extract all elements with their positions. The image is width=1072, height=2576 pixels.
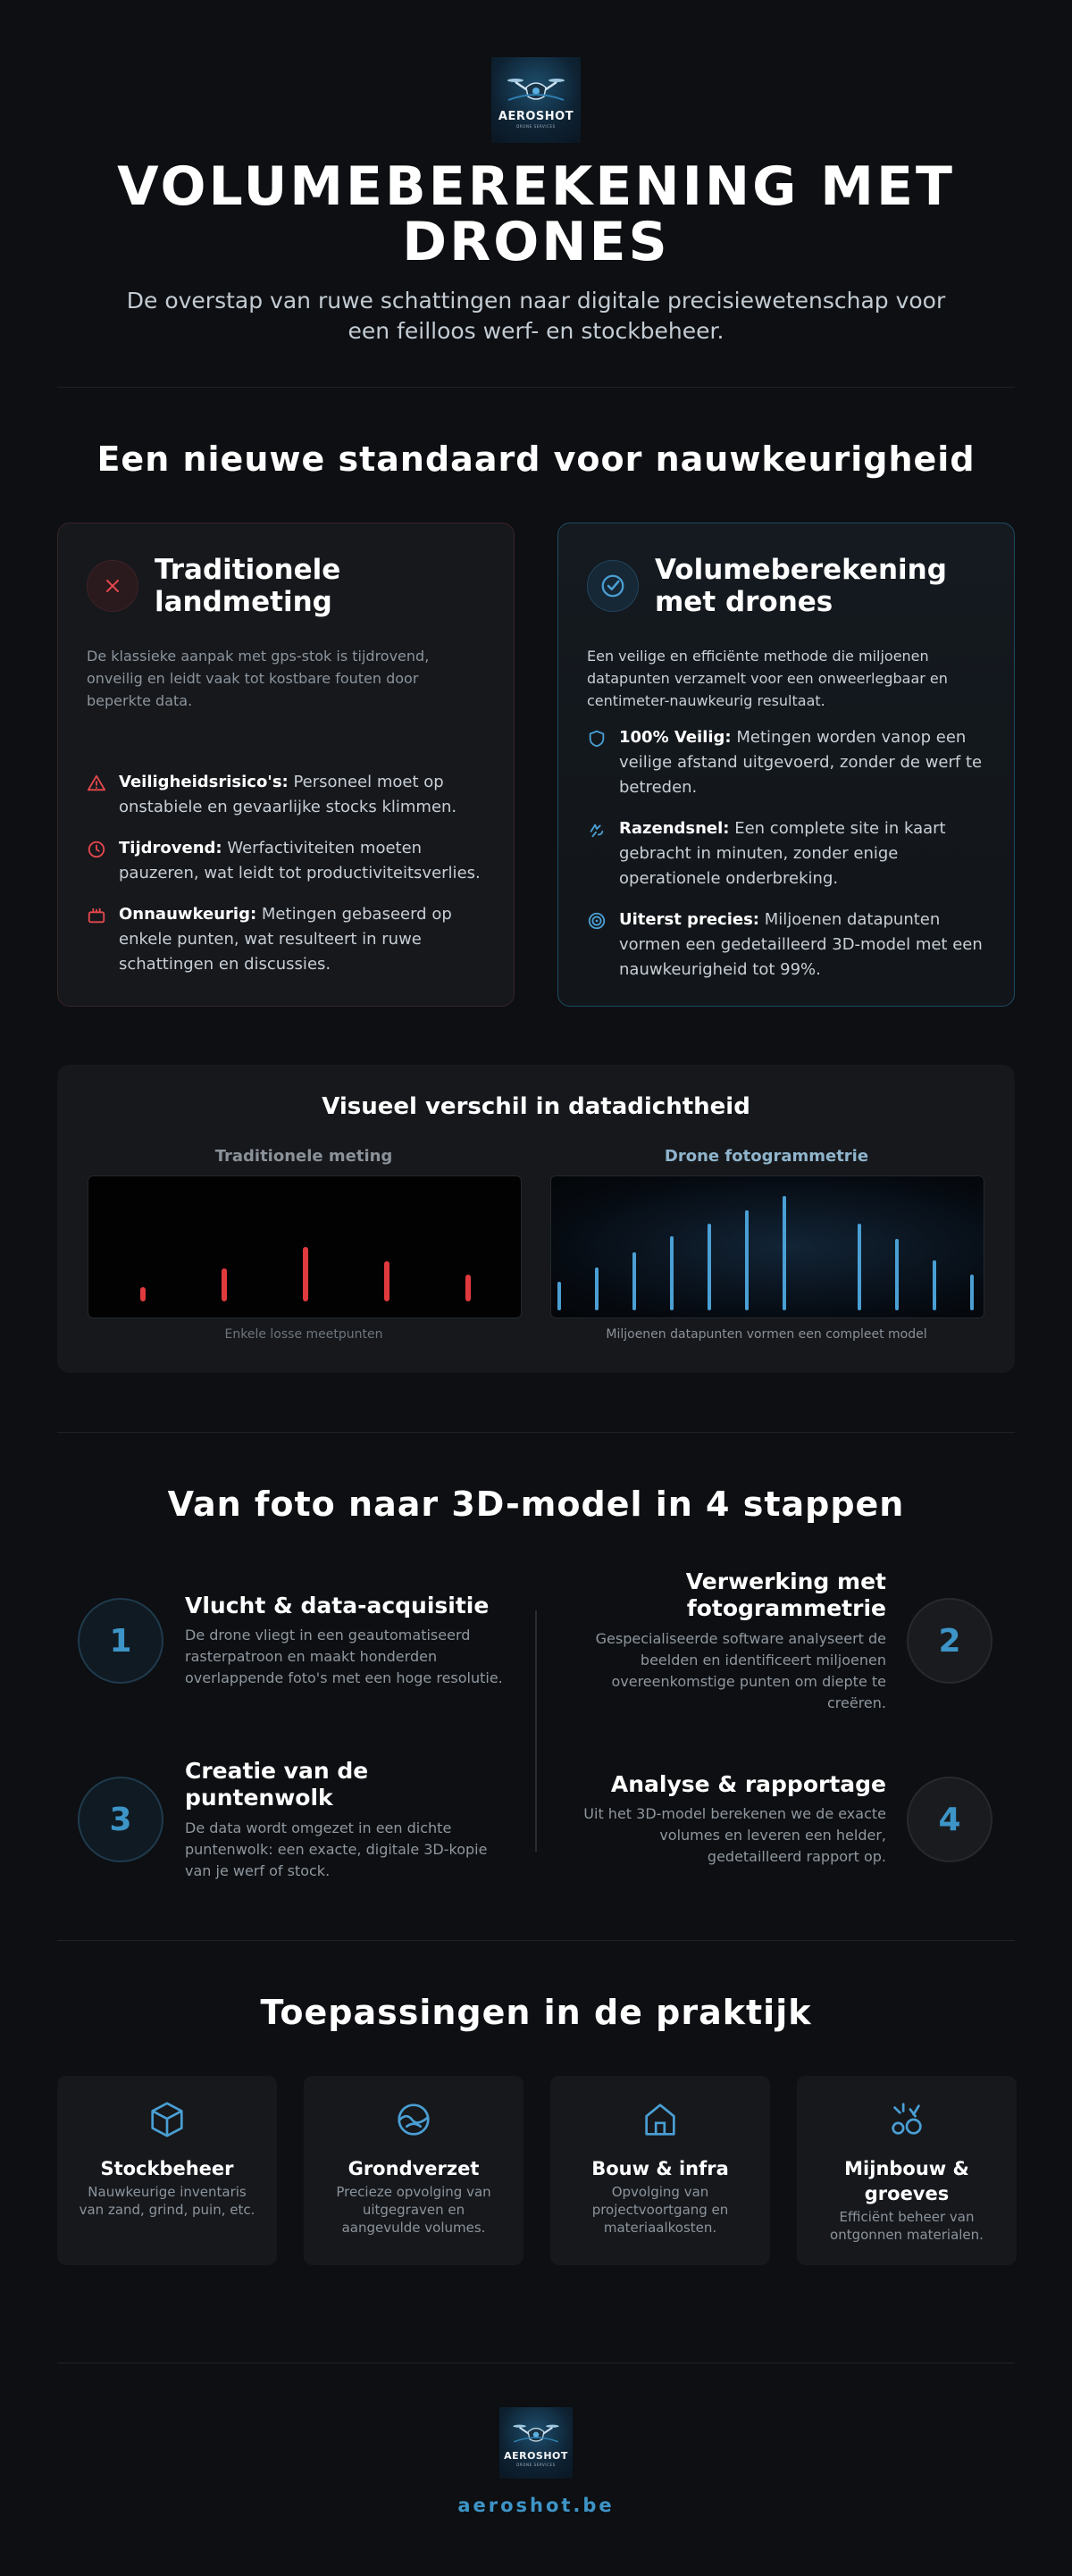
feature-text: Miljoenen datapunten vormen een gedetailleerd 3D-model met een nauwkeurigheid tot 99%. [619, 910, 983, 979]
steps-timeline-line [535, 1610, 537, 1852]
house-icon [550, 2099, 770, 2140]
step-number-1: 1 [78, 1598, 163, 1684]
step-title: Analyse & rapportage [610, 1771, 886, 1797]
application-description: Efficiënt beheer van ontgonnen materialen. [830, 2209, 984, 2243]
drone-title: Volumeberekening met drones [655, 554, 947, 618]
feature-label: Onnauwkeurig: [119, 905, 257, 924]
data-density-panel [57, 1065, 1015, 1373]
traditional-density-caption: Enkele losse meetpunten [224, 1327, 383, 1342]
application-description: Opvolging van projectvoortgang en materiaalkosten. [591, 2184, 729, 2236]
step-number-2: 2 [907, 1598, 992, 1684]
clock-icon [87, 836, 106, 886]
step-number-3: 3 [78, 1777, 163, 1862]
close-icon [87, 560, 138, 612]
footer-logo [499, 2407, 573, 2479]
speed-icon [587, 816, 607, 891]
feature-item [587, 816, 985, 891]
mining-icon [797, 2099, 1017, 2140]
drone-logo-icon [511, 2419, 561, 2449]
target-icon [587, 907, 607, 983]
traditional-title: Traditionele landmeting [155, 554, 341, 618]
feature-label: 100% Veilig: [619, 728, 732, 747]
density-title: Visueel verschil in datadichtheid [322, 1093, 750, 1120]
feature-label: Razendsnel: [619, 819, 730, 838]
warning-icon [87, 770, 106, 820]
aeroshot-logo [491, 57, 581, 143]
traditional-points-visual [88, 1175, 522, 1318]
feature-item [87, 836, 485, 886]
step-description: Gespecialiseerde software analyseert de beelden en identificeert miljoenen overeenkomstige punten om diepte te creëren. [595, 1630, 886, 1711]
page-subtitle: De overstap van ruwe schattingen naar digitale precisiewetenschap voor een feilloos werf- en stockbeheer. [126, 288, 946, 344]
step-description: De data wordt omgezet in een dichte puntenwolk: een exacte, digitale 3D-kopie van je werf of stock. [185, 1819, 488, 1879]
feature-label: Tijdrovend: [119, 839, 222, 857]
application-title: Mijnbouw & groeves [844, 2158, 969, 2204]
application-title: Grondverzet [348, 2158, 480, 2179]
drone-density-label: Drone fotogrammetrie [664, 1147, 869, 1166]
logo-wordmark: AEROSHOT [498, 110, 574, 123]
application-description: Precieze opvolging van uitgegraven en aangevulde volumes. [336, 2184, 491, 2236]
step-title: Creatie van de puntenwolk [185, 1758, 369, 1811]
page-title: VOLUMEBEREKENING MET DRONES [117, 155, 955, 273]
steps-section-title: Van foto naar 3D-model in 4 stappen [167, 1485, 905, 1524]
step-title: Vlucht & data-acquisitie [185, 1593, 490, 1618]
applications-section-title: Toepassingen in de praktijk [260, 1993, 812, 2032]
traditional-card [57, 523, 515, 1007]
dense-points-graphic [551, 1176, 984, 1318]
website-link[interactable]: aeroshot.be [457, 2495, 615, 2516]
feature-text: Personeel moet op onstabiele en gevaarlijke stocks klimmen. [119, 773, 457, 816]
feature-label: Uiterst precies: [619, 910, 759, 929]
ruler-icon [87, 902, 106, 977]
feature-text: Metingen worden vanop een veilige afstand uitgevoerd, zonder de werf te betreden. [619, 728, 983, 797]
step-number-4: 4 [907, 1777, 992, 1862]
box-icon [57, 2099, 277, 2140]
drone-card [557, 523, 1015, 1007]
logo-tagline: DRONE SERVICES [516, 124, 556, 129]
check-circle-icon [587, 560, 639, 612]
application-title: Bouw & infra [591, 2158, 729, 2179]
feature-item [87, 902, 485, 977]
application-title: Stockbeheer [100, 2158, 234, 2179]
step-title: Verwerking met fotogrammetrie [685, 1568, 886, 1621]
feature-item [587, 725, 985, 800]
feature-item [87, 770, 485, 820]
application-card-mijnbouw [797, 2076, 1017, 2265]
feature-text: Metingen gebaseerd op enkele punten, wat resulteert in ruwe schattingen en discussies. [119, 905, 452, 974]
feature-text: Werfactiviteiten moeten pauzeren, wat leidt tot productiviteitsverlies. [119, 839, 481, 882]
section-divider [57, 387, 1015, 388]
drone-density-caption: Miljoenen datapunten vormen een compleet model [606, 1327, 927, 1342]
drone-logo-icon [505, 71, 567, 109]
section-divider [57, 1940, 1015, 1941]
feature-text: Een complete site in kaart gebracht in minuten, zonder enige operationele onderbreking. [619, 819, 946, 888]
earth-icon [304, 2099, 523, 2140]
traditional-description: De klassieke aanpak met gps-stok is tijdrovend, onveilig en leidt vaak tot kostbare fouten door beperkte data. [87, 648, 430, 709]
step-description: De drone vliegt in een geautomatiseerd rasterpatroon en maakt honderden overlappende foto's met een hoge resolutie. [185, 1627, 503, 1686]
application-card-grondverzet [304, 2076, 523, 2265]
drone-points-visual [550, 1175, 984, 1318]
application-card-stockbeheer [57, 2076, 277, 2265]
traditional-density-label: Traditionele meting [214, 1147, 393, 1166]
section-divider [57, 1432, 1015, 1433]
comparison-section-title: Een nieuwe standaard voor nauwkeurigheid [96, 439, 976, 479]
logo-wordmark: AEROSHOT [504, 2450, 568, 2462]
application-card-bouw-infra [550, 2076, 770, 2265]
application-description: Nauwkeurige inventaris van zand, grind, puin, etc. [79, 2184, 255, 2218]
step-description: Uit het 3D-model berekenen we de exacte volumes en leveren een helder, gedetailleerd rapport op. [583, 1805, 886, 1865]
logo-tagline: DRONE SERVICES [516, 2463, 556, 2467]
drone-description: Een veilige en efficiënte methode die miljoenen datapunten verzamelt voor een onweerlegbaar en centimeter-nauwkeurig resultaat. [587, 648, 948, 709]
feature-label: Veiligheidsrisico's: [119, 773, 289, 791]
sparse-points-graphic [88, 1176, 522, 1318]
shield-icon [587, 725, 607, 800]
feature-item [587, 907, 985, 983]
